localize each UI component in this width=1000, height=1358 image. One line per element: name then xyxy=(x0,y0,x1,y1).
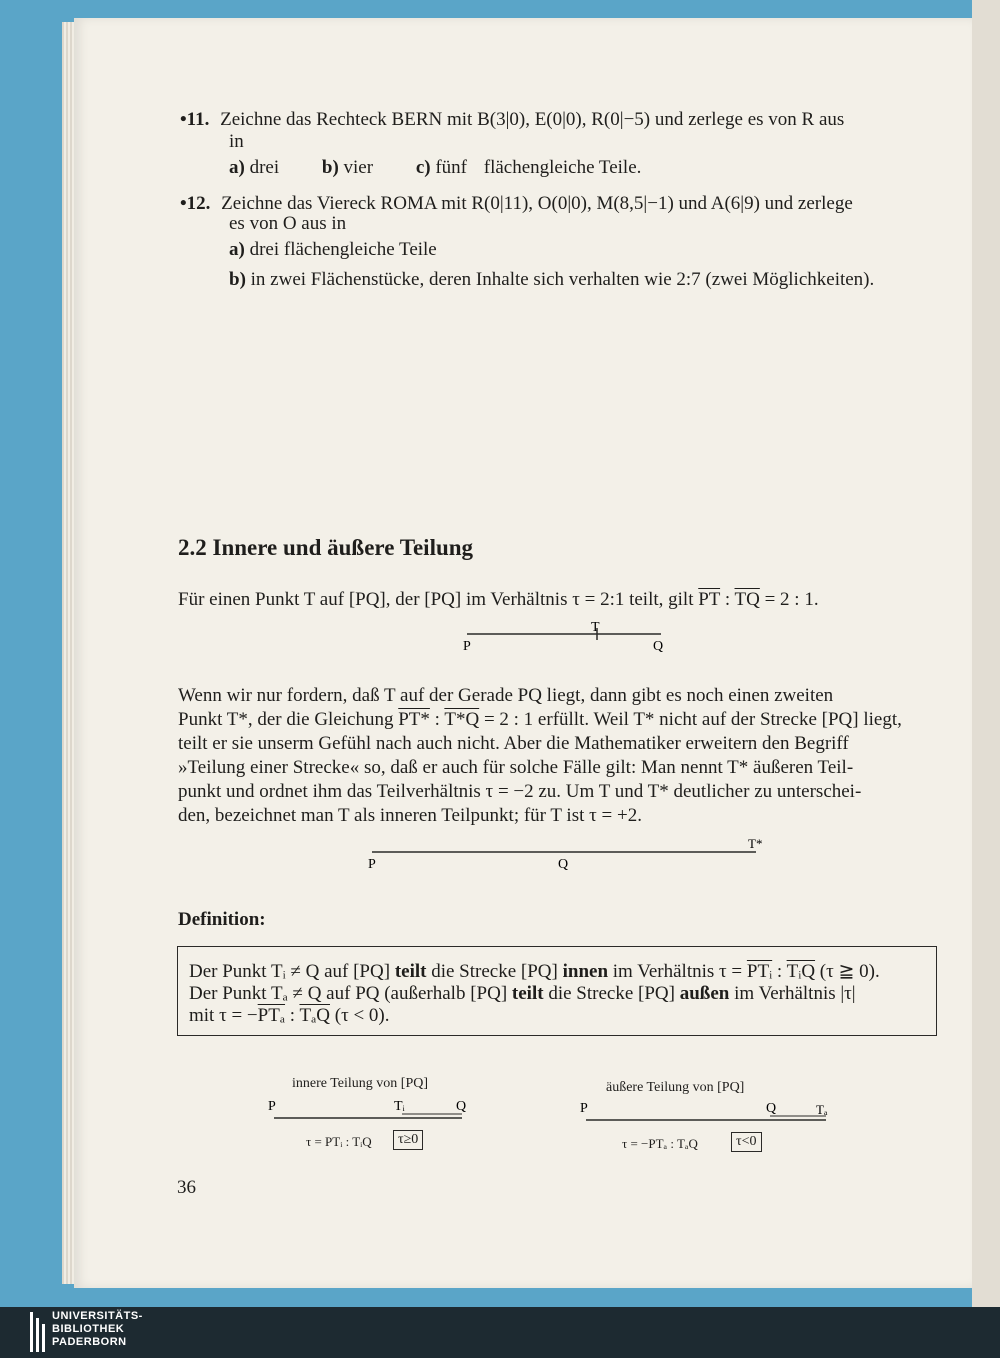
point-label: P xyxy=(368,857,376,872)
exercise-number: •11. xyxy=(180,109,210,130)
figure-formula: τ = PTᵢ : TᵢQ xyxy=(306,1134,372,1149)
definition-line xyxy=(189,982,856,1006)
point-label: Tₐ xyxy=(816,1102,828,1117)
text: Der Punkt Tₐ ≠ Q auf PQ (außerhalb [PQ] xyxy=(189,983,512,1004)
logo-line: UNIVERSITÄTS- xyxy=(52,1310,143,1322)
text: im Verhältnis τ = xyxy=(608,961,747,982)
option-label: c) xyxy=(415,157,431,178)
text: (τ < 0). xyxy=(330,1005,390,1026)
text: Für einen Punkt T auf [PQ], der [PQ] im Verhältnis τ = 2:1 teilt, gilt xyxy=(178,589,699,610)
segment: $\overline{PT}$ xyxy=(698,589,721,610)
text: innen xyxy=(562,961,609,982)
footer-bar xyxy=(0,1307,1000,1358)
text: (τ ≧ 0). xyxy=(815,961,880,982)
figure-caption: innere Teilung von [PQ] xyxy=(292,1076,429,1091)
point-label: Q xyxy=(456,1099,467,1114)
text: die Strecke [PQ] xyxy=(543,983,680,1004)
definition-label: Definition: xyxy=(178,909,266,930)
exercise-text: Zeichne das Rechteck BERN mit B(3|0), E(0|0), R(0|−5) und zerlege es von R aus xyxy=(220,109,845,130)
segment: $\overline{PT_a}$ xyxy=(257,1005,286,1026)
point-label: T* xyxy=(748,836,763,851)
page-number: 36 xyxy=(177,1177,196,1198)
segment: PT* xyxy=(398,709,430,730)
figure-outer-schematic xyxy=(574,1096,844,1132)
segment: $\overline{T_aQ}$ xyxy=(299,1005,330,1026)
text: im Verhältnis |τ| xyxy=(729,983,856,1004)
option-text: drei flächengleiche Teile xyxy=(249,239,437,260)
condition-box: τ≥0 xyxy=(393,1130,423,1150)
option-text: flächengleiche Teile. xyxy=(483,157,642,178)
figure-inner-division xyxy=(455,618,675,658)
option-label: a) xyxy=(229,157,245,178)
paragraph-line: punkt und ordnet ihm das Teilverhältnis τ = −2 zu. Um T und T* deutlicher zu unterschei- xyxy=(178,781,862,802)
point-label: Q xyxy=(653,639,664,654)
paragraph-line xyxy=(178,708,902,732)
paragraph-line: teilt er sie unserm Gefühl nach auch nicht. Aber die Mathematiker erweitern den Begriff xyxy=(178,733,849,754)
library-logo-icon xyxy=(30,1312,50,1352)
point-label: Q xyxy=(558,857,569,872)
point-label: Q xyxy=(766,1101,777,1116)
text: : xyxy=(429,709,445,730)
text: teilt xyxy=(394,961,427,982)
exercise-11 xyxy=(180,108,844,132)
facing-page-edge xyxy=(972,0,1000,1307)
point-label: P xyxy=(463,639,471,654)
segment: $\overline{TQ}$ xyxy=(734,589,760,610)
exercise-text-cont: in xyxy=(229,131,244,152)
text: : xyxy=(285,1005,300,1026)
text: = 2 : 1 erfüllt. Weil T* nicht auf der Strecke [PQ] liegt, xyxy=(479,709,902,730)
option-text: vier xyxy=(343,157,374,178)
option-text: in zwei Flächenstücke, deren Inhalte sich verhalten wie 2:7 (zwei Möglichkeiten). xyxy=(250,269,875,290)
logo-line: BIBLIOTHEK xyxy=(52,1323,125,1335)
figure-formula: τ = −PTₐ : TₐQ xyxy=(622,1136,698,1151)
exercise-number: •12. xyxy=(180,193,211,214)
figure-inner-schematic xyxy=(262,1094,482,1130)
option-text: drei xyxy=(249,157,280,178)
segment: $\overline{TᵢQ}$ xyxy=(786,961,816,982)
segment: $\overline{PTᵢ}$ xyxy=(746,961,773,982)
definition-line xyxy=(189,960,880,984)
option-text: fünf xyxy=(435,157,467,178)
option-label: b) xyxy=(229,269,246,290)
option-label: b) xyxy=(321,157,339,178)
text: teilt xyxy=(511,983,544,1004)
point-label: Tᵢ xyxy=(394,1099,405,1114)
option-label: a) xyxy=(229,239,245,260)
text: Punkt T*, der die Gleichung xyxy=(178,709,399,730)
text: die Strecke [PQ] xyxy=(426,961,563,982)
exercise-text-cont: es von O aus in xyxy=(229,213,347,234)
exercise-12-option-b xyxy=(229,268,874,292)
paragraph-line: »Teilung einer Strecke« so, daß er auch für solche Fälle gilt: Man nennt T* äußeren Teil- xyxy=(178,757,854,778)
point-label: P xyxy=(268,1099,276,1114)
text: mit τ = − xyxy=(189,1005,258,1026)
exercise-12-option-a xyxy=(229,238,437,262)
section-title: 2.2 Innere und äußere Teilung xyxy=(178,535,474,560)
text: Der Punkt Tᵢ ≠ Q auf [PQ] xyxy=(189,961,395,982)
definition-line xyxy=(189,1004,390,1028)
text: : xyxy=(720,589,735,610)
library-logo-text xyxy=(52,1310,143,1349)
text: : xyxy=(772,961,787,982)
exercise-11-options xyxy=(229,156,641,180)
text: außen xyxy=(679,983,730,1004)
point-label: P xyxy=(580,1101,588,1116)
logo-line: PADERBORN xyxy=(52,1336,127,1348)
segment: T*Q xyxy=(444,709,480,730)
figure-outer-division xyxy=(360,836,780,876)
point-label: T xyxy=(591,620,600,635)
condition-box: τ<0 xyxy=(731,1132,762,1152)
exercise-text: Zeichne das Viereck ROMA mit R(0|11), O(0|0), M(8,5|−1) und A(6|9) und zerlege xyxy=(221,193,853,214)
text: = 2 : 1. xyxy=(759,589,819,610)
intro-line xyxy=(178,588,819,612)
paragraph-line: Wenn wir nur fordern, daß T auf der Gerade PQ liegt, dann gibt es noch einen zweiten xyxy=(178,685,834,706)
paragraph-line: den, bezeichnet man T als inneren Teilpunkt; für T ist τ = +2. xyxy=(178,805,642,826)
figure-caption: äußere Teilung von [PQ] xyxy=(606,1080,745,1095)
